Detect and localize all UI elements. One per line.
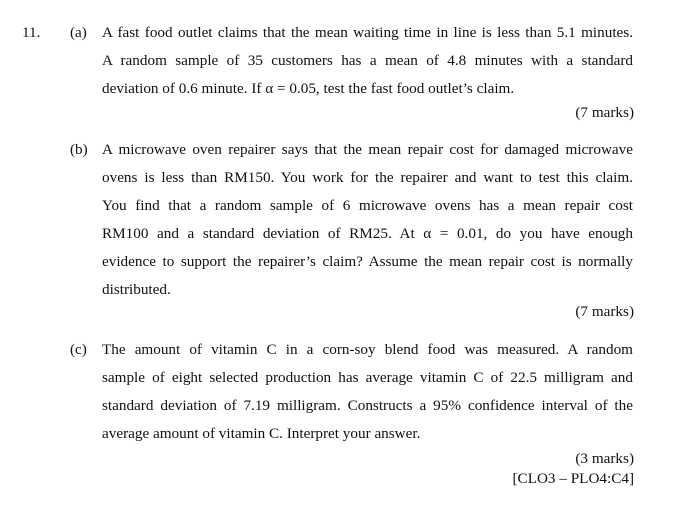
part-b-line: distributed.	[102, 281, 171, 298]
part-c-marks: (3 marks)	[575, 450, 634, 467]
part-c-text	[102, 336, 633, 448]
part-b-text	[102, 136, 633, 304]
part-a-line: A fast food outlet claims that the mean waiting time in line is less than 5.1 minutes.	[102, 24, 633, 41]
part-b-marks: (7 marks)	[575, 303, 634, 320]
part-c-line: standard deviation of 7.19 milligram. Constructs a 95% confidence interval of the	[102, 397, 633, 414]
part-a-text	[102, 19, 633, 103]
part-c-line: The amount of vitamin C in a corn-soy blend food was measured. A random	[102, 341, 633, 358]
part-a-label: (a)	[70, 24, 87, 41]
part-a-line: deviation of 0.6 minute. If α = 0.05, test the fast food outlet’s claim.	[102, 80, 515, 97]
part-b-line: You find that a random sample of 6 microwave ovens has a mean repair cost	[102, 197, 633, 214]
part-b-line: A microwave oven repairer says that the mean repair cost for damaged microwave	[102, 141, 633, 158]
part-c-label: (c)	[70, 341, 87, 358]
part-b-line: evidence to support the repairer’s claim? Assume the mean repair cost is normally	[102, 253, 633, 270]
part-b-label: (b)	[70, 141, 88, 158]
outcome-code: [CLO3 – PLO4:C4]	[512, 470, 634, 487]
part-a-line: A random sample of 35 customers has a mean of 4.8 minutes with a standard	[102, 52, 633, 69]
part-b-line: ovens is less than RM150. You work for the repairer and want to test this claim.	[102, 169, 633, 186]
part-c-line: average amount of vitamin C. Interpret your answer.	[102, 425, 421, 442]
part-a-marks: (7 marks)	[575, 104, 634, 121]
question-number: 11.	[22, 24, 41, 41]
part-b-line: RM100 and a standard deviation of RM25. At α = 0.01, do you have enough	[102, 225, 633, 242]
part-c-line: sample of eight selected production has average vitamin C of 22.5 milligram and	[102, 369, 633, 386]
